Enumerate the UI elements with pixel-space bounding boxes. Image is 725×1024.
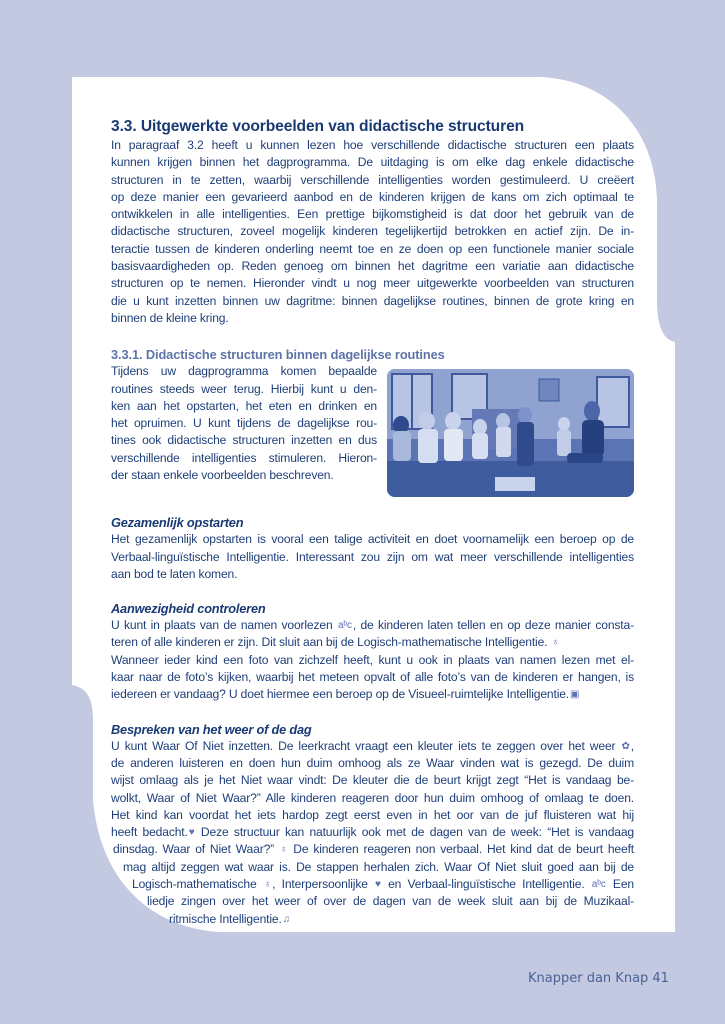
page-content (111, 117, 634, 928)
text-line (113, 841, 634, 858)
text-line: Het gezamenlijk opstarten is vooral een talige activiteit en doet voornamelijk een beroep op de (111, 532, 634, 547)
text-line: basisvaardigheden op. Reden genoeg om binnen het dagritme een variatie aan didactische (111, 259, 634, 274)
text-span: U kunt Waar Of Niet inzetten. De leerkracht vraagt een kleuter iets te zeggen over het weer (111, 738, 616, 753)
heart-interpersonal-icon: ♥ (188, 827, 195, 839)
music-note-icon: ♫ (282, 913, 291, 925)
text-span: , de kinderen laten tellen en op deze manier consta- (352, 618, 634, 633)
aanwezigheid-text (111, 617, 634, 703)
classroom-photo (387, 369, 634, 497)
text-line (111, 686, 634, 703)
logic-bulb-icon: ♁ (551, 637, 559, 649)
text-line: structuren in te zetten, waarbij verschillende intelligenties worden gestimuleerd. U creëert (111, 172, 634, 187)
text-line: ontwikkelen in alle intelligenties. Een prettige bijkomstigheid is dat door het gebruik van de (111, 207, 634, 222)
text-span: , (630, 738, 634, 753)
subsection-title: 3.3.1. Didactische structuren binnen dagelijkse routines (111, 347, 445, 363)
text-line: binnen de kleine kring. (111, 310, 229, 325)
opstarten-text (111, 531, 634, 583)
weer-text (111, 738, 634, 928)
text-line: ken aan het opstarten, het eten en drinken en (111, 398, 377, 413)
text-line: Wanneer ieder kind een foto van zichzelf heeft, kunt u ook in plaats van namen lezen met el- (111, 652, 634, 667)
text-span: ritmische Intelligentie. (169, 911, 282, 926)
text-line: die u kunt inzetten binnen uw dagritme: binnen dagelijkse routines, binnen de grote kring en (111, 293, 634, 308)
text-line: het opruimen. U kunt tijdens de dagelijkse rou- (111, 416, 377, 431)
camera-visual-icon: ▣ (570, 689, 580, 701)
text-line: routines steeds weer terug. Hierbij kunt u den- (111, 381, 377, 396)
text-line: Het kind kan voordat het iets hardop zegt eerst even in het oor van de juf fluisteren wat hij (111, 807, 634, 822)
classroom-photo-illustration (387, 369, 634, 497)
text-span: U kunt in plaats van de namen voorlezen (111, 618, 333, 633)
text-line: der staan enkele voorbeelden beschreven. (111, 468, 334, 483)
text-span: Deze structuur kan natuurlijk ook met de dagen van de week: “Het is vandaag (200, 825, 635, 840)
abc-verbal-icon: aᵇc (591, 879, 606, 891)
text-line: teractie tussen de kinderen onderling neemt toe en ze doen op een functionele manier sociale (111, 241, 634, 256)
text-span: heeft bedacht. (111, 825, 188, 840)
heading-aanwezigheid-controleren: Aanwezigheid controleren (111, 601, 266, 617)
subsection-intro (111, 363, 377, 484)
text-line: structuren op te nemen. Hieronder vindt u nog meer uitgewerkte voorbeelden van structuren (111, 276, 634, 291)
text-line: tines ook didactische structuren inzetten en dus (111, 433, 377, 448)
text-line (111, 634, 634, 651)
section-title: 3.3. Uitgewerkte voorbeelden van didactische structuren (111, 118, 525, 135)
text-line: Tijdens uw dagprogramma komen bepaalde (111, 364, 377, 379)
text-span: Een (612, 877, 634, 892)
text-line: kunnen krijgen binnen het dagprogramma. De uitdaging is om elke dag enkele didactische (111, 155, 634, 170)
subsection-intro-row (111, 363, 634, 497)
text-line (132, 876, 634, 893)
heart-interpersonal-icon: ♥ (375, 879, 381, 891)
text-span: en Verbaal-linguïstische Intelligentie. (388, 877, 585, 892)
text-span: dinsdag. Waar of Niet Waar?” (113, 842, 275, 857)
text-line: aan bod te laten komen. (111, 566, 238, 581)
text-line: op deze manier een gevarieerd aanbod en de kinderen krijgen de kans om zich optimaal te (111, 189, 634, 204)
text-line: de anderen luisteren en doen hun duim omhoog als ze Waar vinden wat is gezegd. De duim (111, 755, 634, 770)
page-footer: Knapper dan Knap 41 (528, 971, 669, 986)
heading-gezamenlijk-opstarten: Gezamenlijk opstarten (111, 515, 244, 531)
text-line: wijst omlaag als je het Niet waar vindt: De kleuter die de beurt krijgt zegt “Het is vandaag be- (111, 773, 634, 788)
text-span: De kinderen reageren non verbaal. Het kind dat de beurt heeft (293, 842, 634, 857)
text-span: teren of alle kinderen er zijn. Dit sluit aan bij de Logisch-mathematische Intelligentie. (111, 635, 548, 650)
text-line (111, 738, 634, 755)
text-span: , Interpersoonlijke (272, 877, 368, 892)
heading-bespreken-weer: Bespreken van het weer of de dag (111, 721, 312, 737)
text-line: verschillende intelligenties stimuleren. Hieron- (111, 450, 377, 465)
text-line (111, 824, 634, 841)
text-span: Logisch-mathematische (132, 877, 257, 892)
text-line: liedje zingen over het weer of over de dagen van de week sluit aan bij de Muzikaal- (147, 894, 634, 909)
text-line (111, 617, 634, 634)
logic-bulb-icon: ♁ (279, 844, 288, 856)
text-line (169, 911, 634, 928)
text-line: didactische structuren, zoveel mogelijk kinderen tegelijkertijd betrokken en actief zijn. De in- (111, 224, 634, 239)
section-intro (111, 137, 634, 327)
logic-bulb-icon: ♁ (263, 879, 272, 891)
text-line: kaar naar de foto’s kijken, waarbij het meteen opvalt of alle foto’s van de kinderen er hangen, is (111, 670, 634, 685)
text-line: wolkt, Waar of Niet Waar?” Alle kinderen reageren door hun duim omhoog of omlaag te doen. (111, 790, 634, 805)
text-line: In paragraaf 3.2 heeft u kunnen lezen hoe verschillende didactische structuren een plaats (111, 138, 634, 152)
text-line: mag altijd zeggen wat waar is. De stappen herhalen zich. Waar Of Niet sluit goed aan bij de (123, 859, 634, 874)
abc-verbal-icon: aᵇc (337, 620, 352, 632)
text-span: iedereen er vandaag? U doet hiermee een beroep op de Visueel-ruimtelijke Intelligentie. (111, 687, 570, 702)
flower-nature-icon: ✿ (621, 740, 630, 752)
text-line: Verbaal-linguïstische Intelligentie. Interessant zou zijn om wat meer verschillende intelligenties (111, 549, 634, 564)
